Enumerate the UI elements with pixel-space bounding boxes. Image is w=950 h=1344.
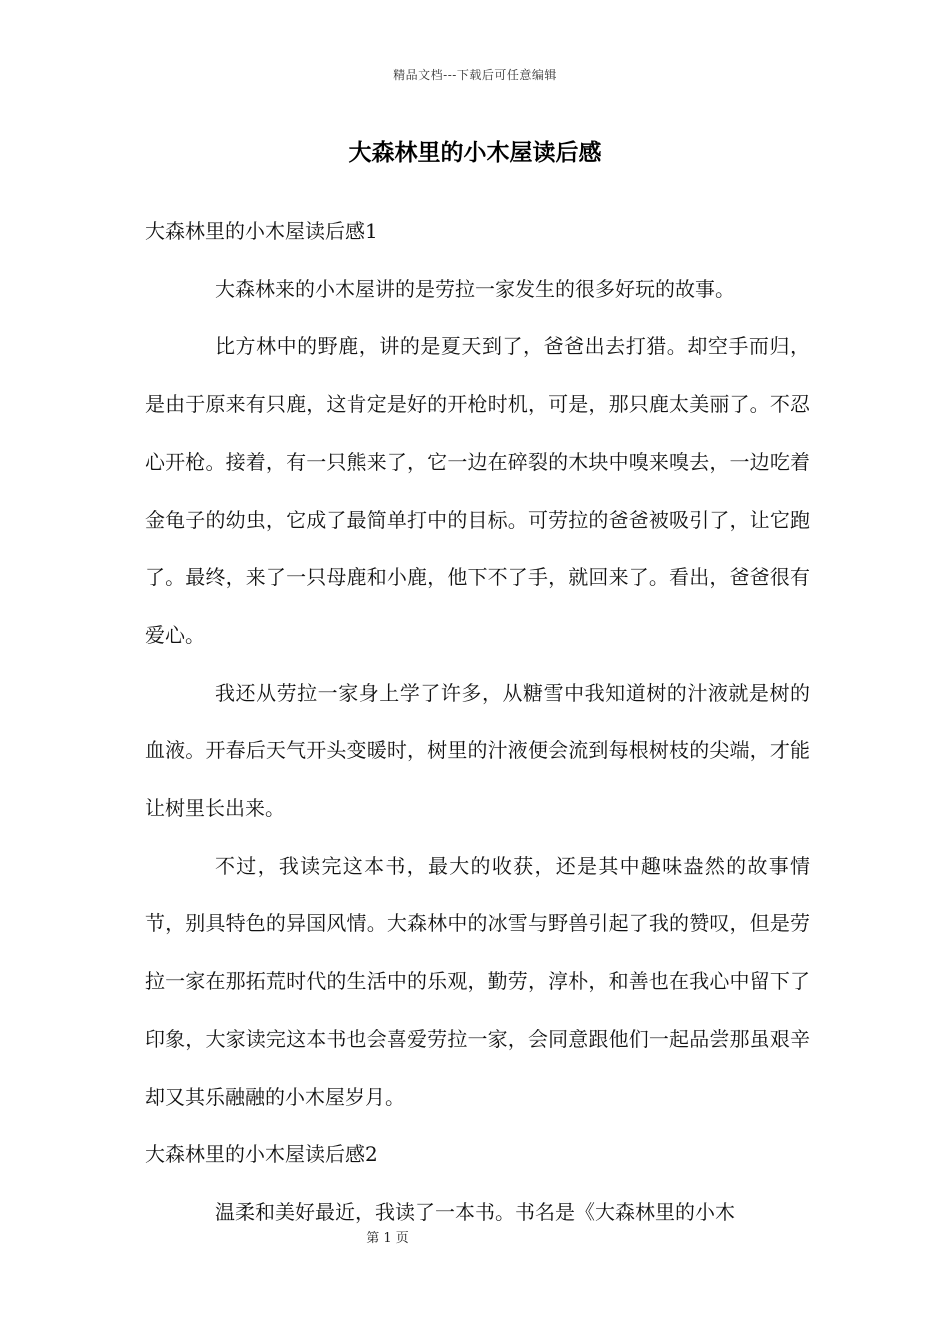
- document-body: [145, 203, 810, 1242]
- document-title: 大森林里的小木屋读后感: [348, 139, 602, 166]
- paragraph: 不过，我读完这本书，最大的收获，还是其中趣味盎然的故事情节，别具特色的异国风情。大森林中的冰雪与野兽引起了我的赞叹，但是劳拉一家在那拓荒时代的生活中的乐观，勤劳，淳朴，和善也在我心中留下了印象，大家读完这本书也会喜爱劳拉一家，会同意跟他们一起品尝那虽艰辛却又其乐融融的小木屋岁月。: [145, 853, 810, 1109]
- paragraph: 比方林中的野鹿，讲的是夏天到了，爸爸出去打猎。却空手而归，是由于原来有只鹿，这肯定是好的开枪时机，可是，那只鹿太美丽了。不忍心开枪。接着，有一只熊来了，它一边在碎裂的木块中嗅来嗅去，一边吃着金龟子的幼虫，它成了最简单打中的目标。可劳拉的爸爸被吸引了，让它跑了。最终，来了一只母鹿和小鹿，他下不了手，就回来了。看出，爸爸很有爱心。: [145, 334, 810, 647]
- section-heading: 大森林里的小木屋读后感1: [145, 219, 378, 243]
- paragraph: 我还从劳拉一家身上学了许多，从糖雪中我知道树的汁液就是树的血液。开春后天气开头变暖时，树里的汁液便会流到每根树枝的尖端，才能让树里长出来。: [145, 680, 810, 821]
- page-header: 精品文档---下载后可任意编辑: [393, 68, 557, 82]
- paragraph: 大森林来的小木屋讲的是劳拉一家发生的很多好玩的故事。: [215, 276, 735, 301]
- paragraph: 温柔和美好最近，我读了一本书。书名是《大森林里的小木: [215, 1199, 735, 1224]
- section-heading: 大森林里的小木屋读后感2: [145, 1142, 378, 1167]
- page-number: 第 1 页: [366, 1231, 409, 1246]
